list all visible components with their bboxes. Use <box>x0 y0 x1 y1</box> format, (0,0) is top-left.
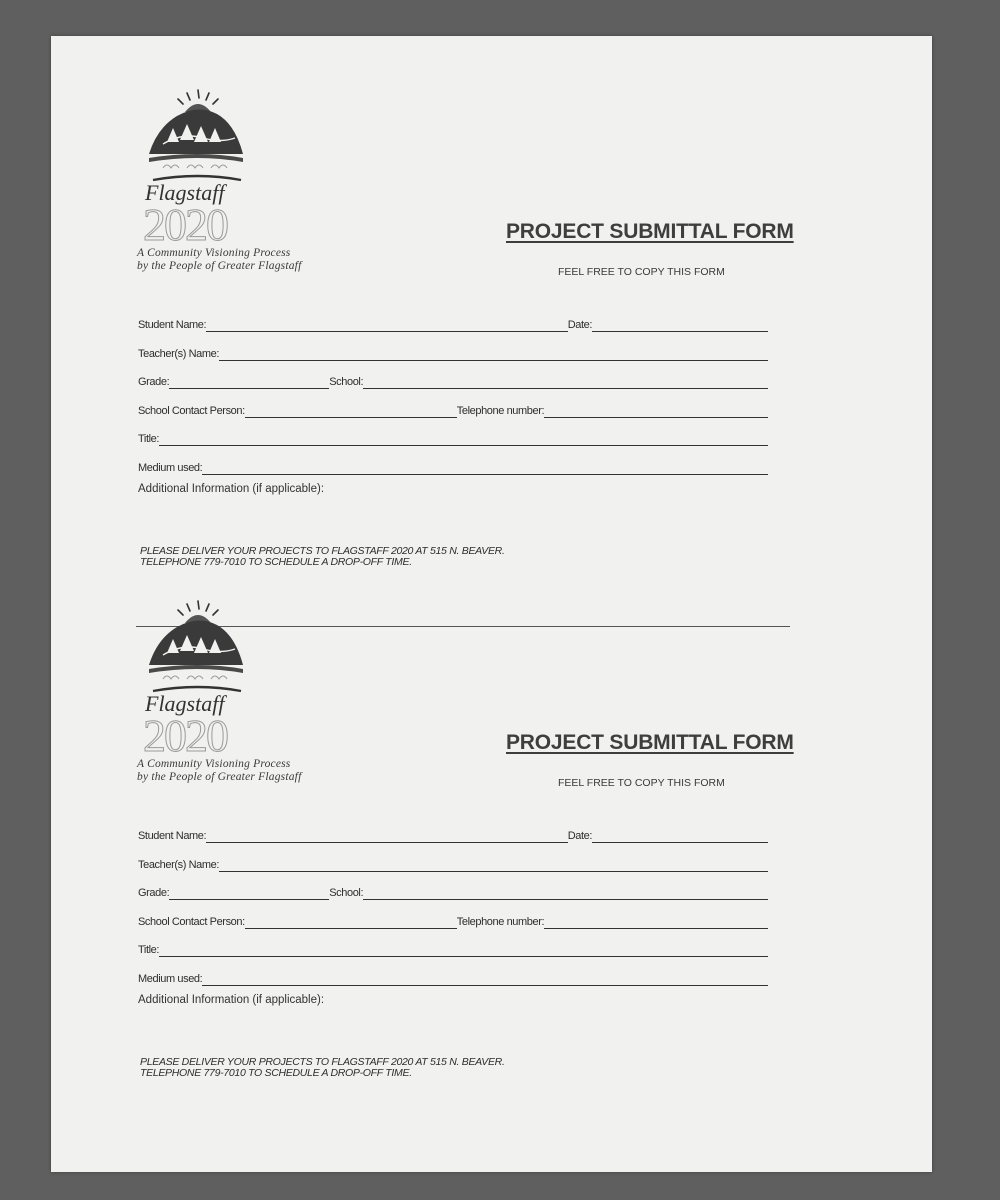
school-field[interactable] <box>363 885 768 900</box>
medium-field[interactable] <box>202 971 768 986</box>
telephone-label: Telephone number: <box>456 915 545 928</box>
mountain-sun-logo-icon <box>143 88 253 246</box>
delivery-instructions <box>140 1057 505 1079</box>
row-contact-telephone <box>138 398 768 418</box>
row-contact-telephone <box>138 909 768 929</box>
row-medium <box>138 455 768 475</box>
date-field[interactable] <box>592 317 768 332</box>
row-grade-school <box>138 369 768 389</box>
row-medium <box>138 966 768 986</box>
medium-label: Medium used: <box>138 972 203 985</box>
contact-person-field[interactable] <box>245 914 457 929</box>
grade-field[interactable] <box>169 885 329 900</box>
form-fields <box>138 823 768 1006</box>
teacher-name-field[interactable] <box>219 346 768 361</box>
student-name-label: Student Name: <box>138 319 207 331</box>
form-page <box>51 36 932 1172</box>
student-name-field[interactable] <box>206 828 568 843</box>
telephone-field[interactable] <box>544 914 768 929</box>
logo-tagline <box>137 247 301 273</box>
additional-info-label: Additional Information (if applicable): <box>138 483 325 495</box>
logo-wordmark: Flagstaff <box>145 180 225 205</box>
form-title: PROJECT SUBMITTAL FORM <box>506 731 794 754</box>
form-subtitle: FEEL FREE TO COPY THIS FORM <box>558 266 725 278</box>
row-title <box>138 937 768 957</box>
logo-year: 2020 <box>143 199 227 246</box>
title-field[interactable] <box>159 431 768 446</box>
delivery-instructions <box>140 546 505 568</box>
delivery-line-1: PLEASE DELIVER YOUR PROJECTS TO FLAGSTAFF 2020 AT 515 N. BEAVER. <box>140 1056 505 1068</box>
logo-year: 2020 <box>143 710 227 757</box>
row-teacher-name <box>138 341 768 361</box>
title-label: Title: <box>138 433 160 445</box>
tagline-line-1: A Community Visioning Process <box>137 247 291 259</box>
form-subtitle: FEEL FREE TO COPY THIS FORM <box>558 777 725 789</box>
delivery-line-1: PLEASE DELIVER YOUR PROJECTS TO FLAGSTAFF 2020 AT 515 N. BEAVER. <box>140 545 505 557</box>
mountain-sun-logo-icon <box>143 599 253 757</box>
date-label: Date: <box>567 319 592 331</box>
row-student-name <box>138 823 768 843</box>
date-label: Date: <box>567 830 592 842</box>
tagline-line-2: by the People of Greater Flagstaff <box>137 771 302 783</box>
logo-wordmark: Flagstaff <box>145 691 225 716</box>
school-field[interactable] <box>363 374 768 389</box>
row-grade-school <box>138 880 768 900</box>
contact-person-label: School Contact Person: <box>138 915 245 928</box>
row-title <box>138 426 768 446</box>
title-field[interactable] <box>159 942 768 957</box>
logo-tagline <box>137 758 301 784</box>
form-title: PROJECT SUBMITTAL FORM <box>506 220 794 243</box>
row-student-name <box>138 312 768 332</box>
flagstaff-2020-logo <box>137 88 397 288</box>
contact-person-label: School Contact Person: <box>138 404 245 417</box>
medium-label: Medium used: <box>138 461 203 474</box>
school-label: School: <box>329 887 364 899</box>
date-field[interactable] <box>592 828 768 843</box>
telephone-field[interactable] <box>544 403 768 418</box>
telephone-label: Telephone number: <box>456 404 545 417</box>
student-name-field[interactable] <box>206 317 568 332</box>
tagline-line-2: by the People of Greater Flagstaff <box>137 260 302 272</box>
form-fields <box>138 312 768 495</box>
tagline-line-1: A Community Visioning Process <box>137 758 291 770</box>
grade-label: Grade: <box>138 887 170 899</box>
teacher-name-field[interactable] <box>219 857 768 872</box>
teacher-name-label: Teacher(s) Name: <box>138 858 220 871</box>
title-label: Title: <box>138 944 160 956</box>
delivery-line-2: TELEPHONE 779-7010 TO SCHEDULE A DROP-OFF TIME. <box>140 1067 412 1079</box>
row-teacher-name <box>138 852 768 872</box>
grade-label: Grade: <box>138 376 170 388</box>
medium-field[interactable] <box>202 460 768 475</box>
additional-info-label: Additional Information (if applicable): <box>138 994 325 1006</box>
flagstaff-2020-logo <box>137 599 397 799</box>
delivery-line-2: TELEPHONE 779-7010 TO SCHEDULE A DROP-OFF TIME. <box>140 556 412 568</box>
grade-field[interactable] <box>169 374 329 389</box>
school-label: School: <box>329 376 364 388</box>
contact-person-field[interactable] <box>245 403 457 418</box>
student-name-label: Student Name: <box>138 830 207 842</box>
teacher-name-label: Teacher(s) Name: <box>138 347 220 360</box>
